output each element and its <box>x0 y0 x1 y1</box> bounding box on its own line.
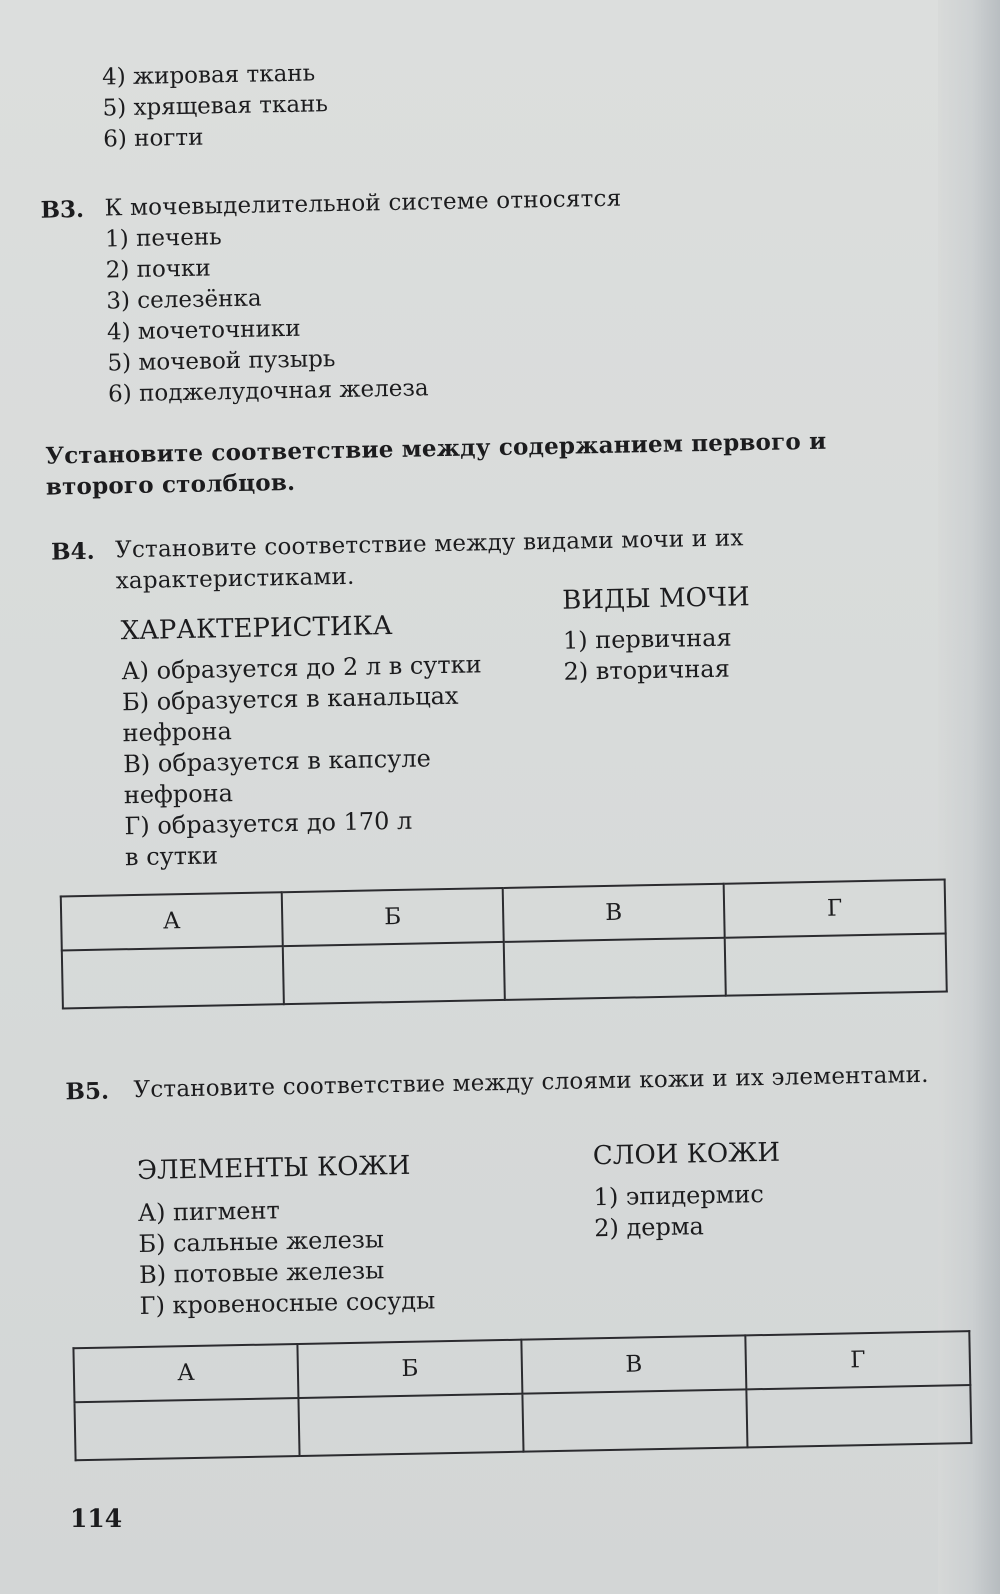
table-header-cell: В <box>503 884 725 942</box>
skin-element-item: Б) сальные железы <box>138 1225 385 1259</box>
characteristic-item: А) образуется до 2 л в сутки <box>121 650 482 686</box>
previous-question-options <box>102 58 329 155</box>
option-item: 6) поджелудочная железа <box>107 375 429 408</box>
answer-cell[interactable] <box>74 1398 299 1460</box>
b4-left-column-title: ХАРАКТЕРИСТИКА <box>120 611 393 647</box>
b4-right-column-items <box>563 623 733 688</box>
skin-layer-item: 2) дерма <box>593 1212 705 1243</box>
urine-type-item: 2) вторичная <box>563 654 730 686</box>
question-b4-text: Установите соответствие между видами мочи и их характеристиками. <box>114 525 744 595</box>
question-b3-text: К мочевыделительной системе относятся <box>104 185 622 222</box>
b4-right-column-title: ВИДЫ МОЧИ <box>561 582 750 616</box>
question-b5-label: В5. <box>65 1077 110 1106</box>
page-number: 114 <box>70 1504 123 1533</box>
question-b5-text: Установите соответствие между слоями кожи и их элементами. <box>133 1061 929 1104</box>
skin-element-item: Г) кровеносные сосуды <box>139 1286 436 1321</box>
characteristic-item: Б) образуется в канальцах нефрона <box>121 681 459 748</box>
option-item: 4) жировая ткань <box>101 60 316 91</box>
characteristic-item: Г) образуется до 170 л в сутки <box>124 806 413 872</box>
answer-cell[interactable] <box>298 1394 523 1456</box>
answer-cell[interactable] <box>504 938 726 1000</box>
table-header-cell: Б <box>297 1340 522 1398</box>
question-b4-label: В4. <box>50 537 95 566</box>
skin-element-item: В) потовые железы <box>138 1256 385 1290</box>
option-item: 4) мочеточники <box>106 315 301 346</box>
answer-cell[interactable] <box>283 942 505 1004</box>
answer-cell[interactable] <box>522 1389 747 1451</box>
table-header-cell: А <box>61 892 283 950</box>
question-b3-label: В3. <box>40 195 85 224</box>
answer-cell[interactable] <box>725 933 947 995</box>
option-item: 3) селезёнка <box>106 285 262 315</box>
option-item: 1) печень <box>104 224 222 253</box>
b5-right-column-items <box>593 1179 764 1244</box>
b5-left-column-items <box>138 1192 436 1322</box>
table-header-cell: Б <box>282 888 504 946</box>
b4-left-column-items <box>121 649 525 874</box>
question-b3-options <box>105 218 429 410</box>
skin-element-item: А) пигмент <box>137 1196 280 1228</box>
section-heading: Установите соответствие между содержанием первого и второго столбцов. <box>45 427 827 501</box>
b5-answer-table <box>72 1330 972 1461</box>
b5-left-column-title: ЭЛЕМЕНТЫ КОЖИ <box>136 1150 411 1187</box>
table-header-cell: А <box>73 1344 298 1402</box>
urine-type-item: 1) первичная <box>562 623 732 655</box>
table-header-cell: Г <box>724 879 946 937</box>
answer-cell[interactable] <box>62 946 284 1008</box>
b4-answer-table <box>60 878 948 1009</box>
b5-right-column-title: СЛОИ КОЖИ <box>592 1137 781 1172</box>
characteristic-item: В) образуется в капсуле нефрона <box>122 744 432 810</box>
skin-layer-item: 1) эпидермис <box>593 1180 765 1212</box>
table-header-cell: Г <box>745 1331 970 1389</box>
answer-cell[interactable] <box>746 1385 971 1447</box>
table-header-cell: В <box>521 1335 746 1393</box>
option-item: 5) хрящевая ткань <box>102 91 329 122</box>
option-item: 2) почки <box>105 255 212 284</box>
option-item: 5) мочевой пузырь <box>107 346 336 377</box>
option-item: 6) ногти <box>102 124 204 153</box>
